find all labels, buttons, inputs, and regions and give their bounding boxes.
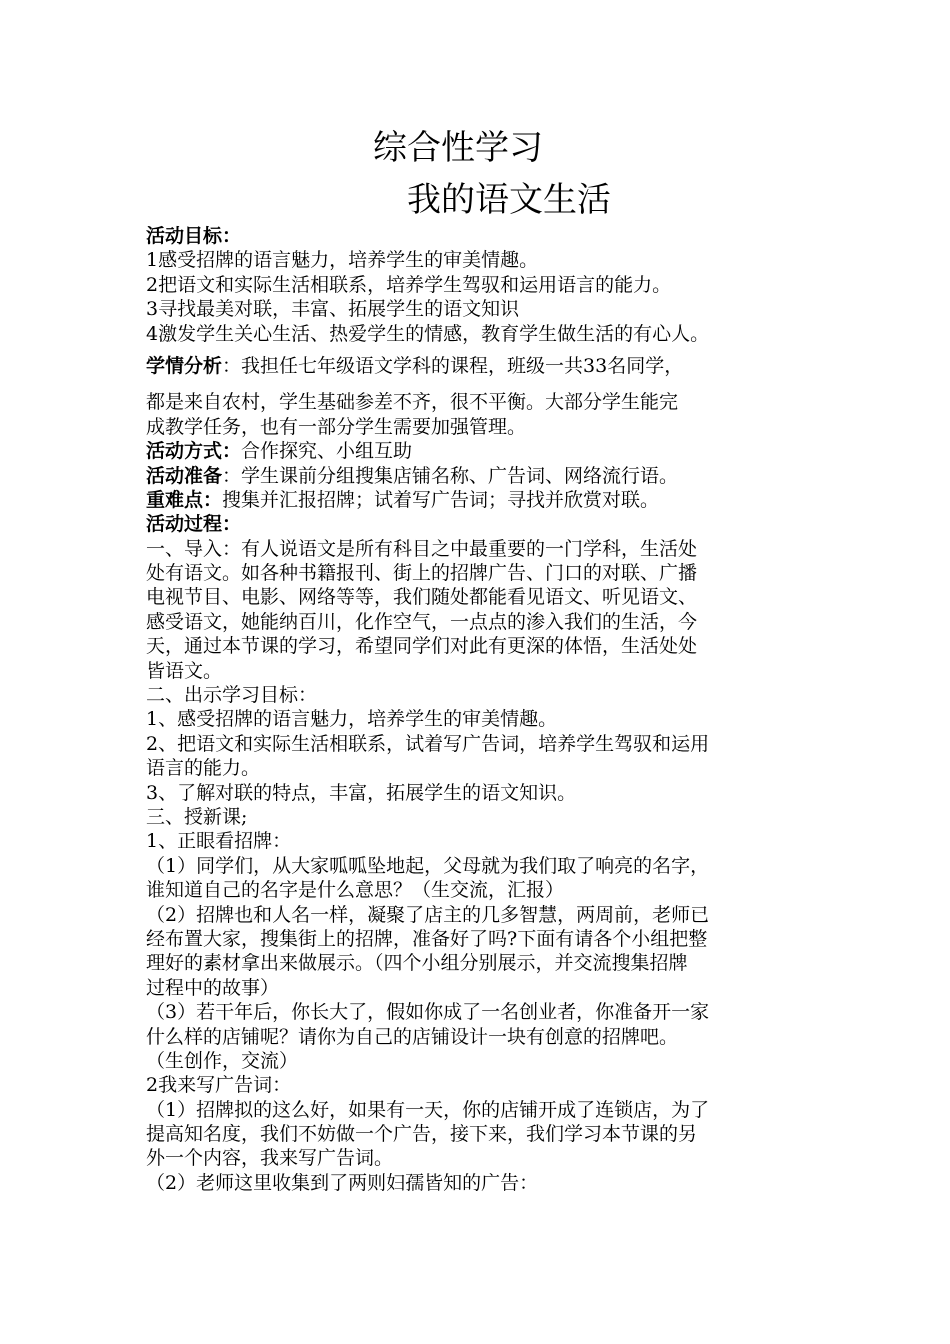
- process-line: （3）若干年后，你长大了，假如你成了一名创业者，你准备开一家: [146, 1001, 710, 1024]
- process-line: 提高知名度，我们不妨做一个广告，接下来，我们学习本节课的另: [146, 1123, 698, 1146]
- process-line: 一、导入：有人说语文是所有科目之中最重要的一门学科，生活处: [146, 537, 698, 560]
- analysis-paragraph: [146, 354, 816, 378]
- process-heading: 活动过程：: [146, 513, 242, 536]
- document-subtitle: 我的语文生活: [407, 180, 611, 220]
- goal-item: 1感受招牌的语言魅力，培养学生的审美情趣。: [146, 249, 539, 272]
- process-line: 外一个内容，我来写广告词。: [146, 1147, 394, 1170]
- preparation-line: [146, 464, 816, 488]
- method-line: [146, 439, 816, 463]
- preparation-heading: 活动准备: [146, 464, 223, 487]
- process-line: 二、出示学习目标：: [146, 684, 318, 707]
- document-title: 综合性学习: [373, 128, 543, 168]
- method-text: 合作探究、小组互助: [241, 440, 413, 463]
- process-line: （2）老师这里收集到了两则妇孺皆知的广告：: [146, 1171, 539, 1194]
- goal-item: 4激发学生关心生活、热爱学生的情感，教育学生做生活的有心人。: [146, 322, 710, 345]
- goals-heading: 活动目标：: [146, 225, 242, 247]
- analysis-text: 都是来自农村，学生基础参差不齐，很不平衡。大部分学生能完: [146, 391, 679, 414]
- process-line: （1）招牌拟的这么好，如果有一天，你的店铺开成了连锁店，为了: [146, 1098, 710, 1121]
- key-points-heading: 重难点：: [146, 488, 223, 511]
- key-points-line: [146, 488, 816, 512]
- process-line: 三、授新课;: [146, 805, 248, 828]
- key-points-text: 搜集并汇报招牌；试着写广告词；寻找并欣赏对联。: [222, 488, 660, 511]
- process-line: 天，通过本节课的学习，希望同学们对此有更深的体悟，生活处处: [146, 635, 698, 658]
- process-line: （生创作，交流）: [146, 1049, 299, 1072]
- process-line: 语言的能力。: [146, 757, 261, 780]
- process-line: 过程中的故事）: [146, 976, 280, 999]
- preparation-text: ：学生课前分组搜集店铺名称、广告词、网络流行语。: [222, 464, 679, 487]
- process-line: 皆语文。: [146, 659, 223, 682]
- process-line: （1）同学们，从大家呱呱坠地起，父母就为我们取了响亮的名字，: [146, 854, 710, 877]
- goal-item: 3寻找最美对联，丰富、拓展学生的语文知识: [146, 298, 520, 321]
- process-line: 3、了解对联的特点，丰富，拓展学生的语文知识。: [146, 781, 577, 804]
- process-line: （2）招牌也和人名一样，凝聚了店主的几多智慧，两周前，老师已: [146, 903, 710, 926]
- process-lines: [146, 537, 816, 1196]
- process-line: 什么样的店铺呢？请你为自己的店铺设计一块有创意的招牌吧。: [146, 1025, 679, 1048]
- process-line: 1、感受招牌的语言魅力，培养学生的审美情趣。: [146, 708, 558, 731]
- analysis-text: 成教学任务，也有一部分学生需要加强管理。: [146, 415, 527, 438]
- process-line: 谁知道自己的名字是什么意思？（生交流，汇报）: [146, 879, 565, 902]
- process-line: 理好的素材拿出来做展示。（四个小组分别展示，并交流搜集招牌: [146, 952, 688, 975]
- process-line: 感受语文，她能纳百川，化作空气，一点点的渗入我们的生活，今: [146, 610, 698, 633]
- process-line: 电视节目、电影、网络等等，我们随处都能看见语文、听见语文、: [146, 586, 698, 609]
- process-line: 处有语文。如各种书籍报刊、街上的招牌广告、门口的对联、广播: [146, 562, 698, 585]
- process-line: 经布置大家，搜集街上的招牌，准备好了吗?下面有请各个小组把整: [146, 927, 708, 950]
- process-line: 2我来写广告词：: [146, 1074, 292, 1097]
- process-line: 1、正眼看招牌：: [146, 830, 292, 853]
- analysis-text: ：我担任七年级语文学科的课程，班级一共33名同学，: [222, 354, 684, 377]
- analysis-heading: 学情分析: [146, 354, 223, 377]
- process-line: 2、把语文和实际生活相联系，试着写广告词，培养学生驾驭和运用: [146, 732, 710, 755]
- document-body: [146, 224, 816, 1195]
- method-heading: 活动方式：: [146, 440, 242, 463]
- goal-item: 2把语文和实际生活相联系，培养学生驾驭和运用语言的能力。: [146, 273, 672, 296]
